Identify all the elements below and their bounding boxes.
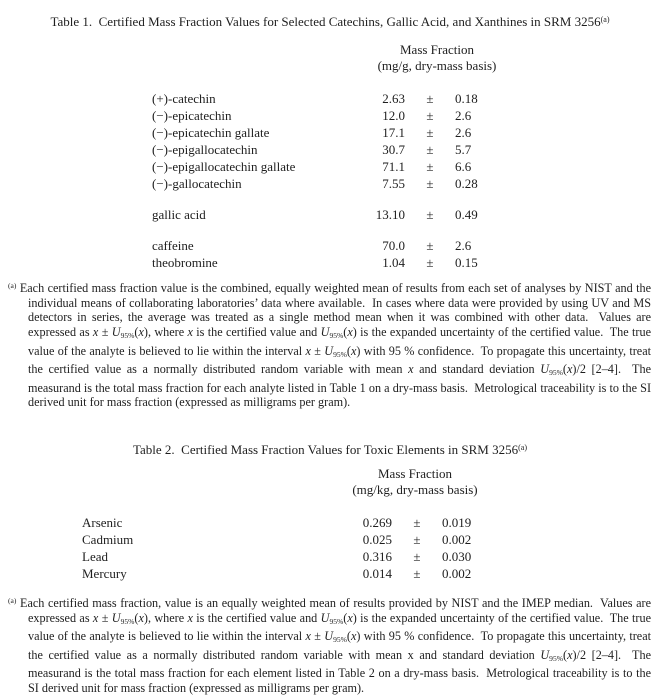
table1-mass-fraction-label: Mass Fraction (399, 42, 475, 58)
table-row (0, 206, 660, 223)
table-row (0, 565, 660, 582)
value-cell: 0.014 (362, 566, 392, 582)
analyte-label: (−)-epicatechin gallate (152, 125, 270, 141)
analyte-label: Lead (82, 549, 108, 565)
analyte-label: Arsenic (82, 515, 123, 531)
table-row (0, 548, 660, 565)
value-cell: 2.63 (382, 91, 405, 107)
certificate-page (0, 11, 660, 696)
table2-body (0, 514, 660, 582)
uncertainty-cell: 2.6 (455, 125, 472, 141)
analyte-label: theobromine (152, 255, 218, 271)
table-row (0, 514, 660, 531)
table-row (0, 158, 660, 175)
table1-group-xanthines (0, 237, 660, 271)
analyte-label: (+)-catechin (152, 91, 216, 107)
plus-minus: ± (426, 108, 434, 124)
uncertainty-cell: 0.002 (442, 532, 472, 548)
table1-footnote-text: Each certified mass fraction value is the combined, equally weighted mean of results from each set of analyses by NIST and the individual means of collaborating laboratories’ data where available. In cases where data were provided by using UV and MS detectors in series, the average was treated as a single method mean when it was combined with other data. Values are expressed as $x \pm U_{95\%}(x)$, where x is the certified value and $U_{95\%}(x)$ is the expanded uncertainty of the certified value. The true value of the analyte is believed to lie within the interval $x \pm U_{95\%}(x)$ with 95 % confidence. To propagate this uncertainty, treat the certified value as a normally distributed random variable with mean x and standard deviation $U_{95\%}(x)/2$ [2–4]. The measurand is the total mass fraction for each analyte listed in Table 1 on a dry-mass basis. Metrological traceability is to the SI derived unit for mass fraction (expressed as milligrams per gram). (19, 280, 652, 410)
table1-footnote (8, 279, 651, 410)
plus-minus: ± (413, 549, 421, 565)
value-cell: 17.1 (382, 125, 405, 141)
table-row (0, 237, 660, 254)
value-cell: 0.025 (362, 532, 392, 548)
plus-minus: ± (426, 207, 434, 223)
analyte-label: Mercury (82, 566, 127, 582)
uncertainty-cell: 0.18 (455, 91, 478, 107)
table-row (0, 531, 660, 548)
table1-title: Table 1. Certified Mass Fraction Values for Selected Catechins, Gallic Acid, and Xanthines in SRM 3256$^{(a)}$ (50, 14, 610, 30)
footnote-marker: (a) (8, 596, 17, 606)
analyte-label: (−)-epigallocatechin (152, 142, 258, 158)
value-cell: 12.0 (382, 108, 405, 124)
plus-minus: ± (426, 91, 434, 107)
table2-column-header (330, 466, 500, 498)
analyte-label: (−)-epigallocatechin gallate (152, 159, 296, 175)
plus-minus: ± (426, 159, 434, 175)
value-cell: 71.1 (382, 159, 405, 175)
analyte-label: (−)-gallocatechin (152, 176, 242, 192)
plus-minus: ± (426, 125, 434, 141)
table1-units-label: (mg/g, dry-mass basis) (377, 58, 497, 74)
plus-minus: ± (413, 566, 421, 582)
uncertainty-cell: 5.7 (455, 142, 472, 158)
uncertainty-cell: 0.15 (455, 255, 478, 271)
analyte-label: caffeine (152, 238, 194, 254)
table2-footnote-text: Each certified mass fraction, value is an equally weighted mean of results provided by NIST and the IMEP median. Values are expressed as $x \pm U_{95\%}(x)$, where x is the certified value and $U_{95\%}(x)$ is the expanded uncertainty of the certified value. The true value of the analyte is believed to lie within the interval $x \pm U_{95\%}(x)$ with 95 % confidence. To propagate this uncertainty, treat the certified value as a normally distributed random variable with mean x and standard deviation $U_{95\%}(x)/2$ [2–4]. The measurand is the total mass fraction for each element listed in Table 2 on a dry-mass basis. Metrological traceability is to the SI derived unit for mass fraction (expressed as milligrams per gram). (20, 595, 652, 696)
value-cell: 7.55 (382, 176, 405, 192)
uncertainty-cell: 0.49 (455, 207, 478, 223)
uncertainty-cell: 0.030 (442, 549, 472, 565)
plus-minus: ± (426, 142, 434, 158)
uncertainty-cell: 0.28 (455, 176, 478, 192)
plus-minus: ± (413, 532, 421, 548)
table-row (0, 124, 660, 141)
uncertainty-cell: 0.019 (442, 515, 472, 531)
analyte-label: Cadmium (82, 532, 134, 548)
table2-group-elements (0, 514, 660, 582)
table2-mass-fraction-label: Mass Fraction (377, 466, 453, 482)
uncertainty-cell: 6.6 (455, 159, 472, 175)
table2-footnote (8, 594, 651, 696)
table-row (0, 90, 660, 107)
value-cell: 13.10 (375, 207, 405, 223)
uncertainty-cell: 2.6 (455, 238, 472, 254)
table-row (0, 107, 660, 124)
table-row (0, 141, 660, 158)
table2-units-label: (mg/kg, dry-mass basis) (352, 482, 478, 498)
value-cell: 1.04 (382, 255, 405, 271)
table-row (0, 175, 660, 192)
value-cell: 30.7 (382, 142, 405, 158)
value-cell: 0.316 (362, 549, 392, 565)
table1-group-catechins (0, 90, 660, 192)
table2-title: Table 2. Certified Mass Fraction Values for Toxic Elements in SRM 3256$^{(a)}$ (132, 442, 528, 458)
analyte-label: gallic acid (152, 207, 206, 223)
analyte-label: (−)-epicatechin (152, 108, 232, 124)
value-cell: 70.0 (382, 238, 405, 254)
value-cell: 0.269 (362, 515, 392, 531)
footnote-marker: (a) (8, 281, 17, 291)
table1-column-header (352, 42, 522, 74)
uncertainty-cell: 2.6 (455, 108, 472, 124)
table1-group-gallic-acid (0, 206, 660, 223)
table-row (0, 254, 660, 271)
plus-minus: ± (426, 238, 434, 254)
uncertainty-cell: 0.002 (442, 566, 472, 582)
plus-minus: ± (413, 515, 421, 531)
plus-minus: ± (426, 255, 434, 271)
table1-body (0, 90, 660, 271)
plus-minus: ± (426, 176, 434, 192)
